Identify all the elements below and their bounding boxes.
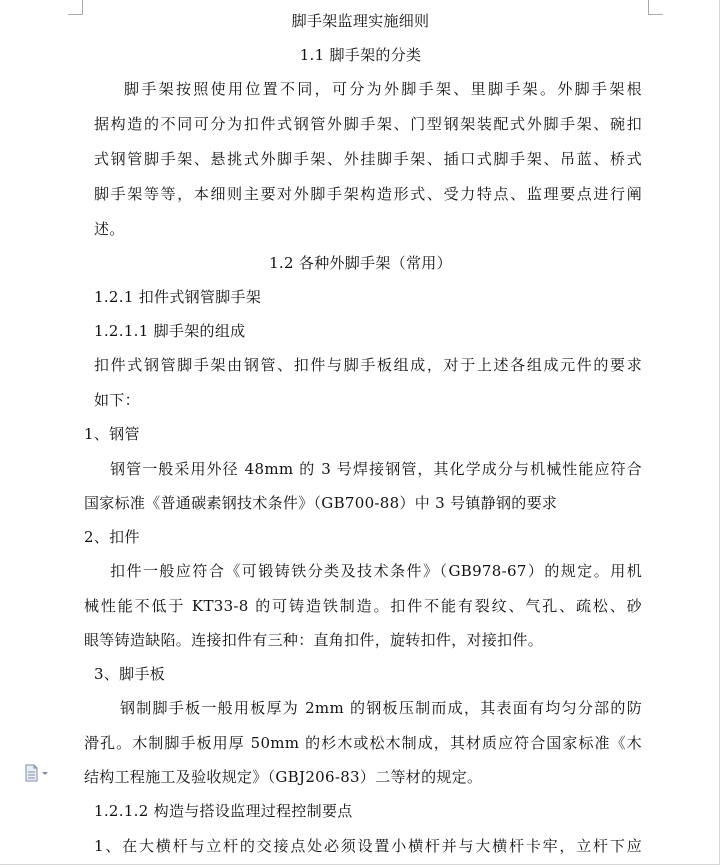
- heading-1-2-1-1: 1.2.1.1 脚手架的组成: [94, 322, 246, 340]
- document-title: 脚手架监理实施细则: [291, 12, 430, 30]
- paragraph-line: 国家标准《普通碳素钢技术条件》（GB700-88）中 3 号镇静钢的要求: [84, 494, 558, 512]
- list-item-title: 2、扣件: [84, 528, 140, 546]
- paragraph-line: 脚手架等等，本细则主要对外脚手架构造形式、受力特点、监理要点进行阐: [94, 185, 642, 203]
- paragraph-line: 滑孔。木制脚手板用厚 50mm 的杉木或松木制成，其材质应符合国家标准《木: [84, 734, 642, 752]
- paragraph-line: 脚手架按照使用位置不同，可分为外脚手架、里脚手架。外脚手架根: [124, 80, 642, 98]
- paragraph-line: 述。: [94, 220, 125, 238]
- paragraph-line: 扣件式钢管脚手架由钢管、扣件与脚手板组成，对于上述各组成元件的要求: [94, 356, 642, 374]
- heading-1-1: 1.1 脚手架的分类: [299, 46, 422, 64]
- paragraph-line: 据构造的不同可分为扣件式钢管外脚手架、门型钢架装配式外脚手架、碗扣: [94, 115, 642, 133]
- list-item-title: 1、钢管: [84, 425, 140, 443]
- paragraph-line: 钢管一般采用外径 48mm 的 3 号焊接钢管，其化学成分与机械性能应符合: [110, 460, 642, 478]
- heading-1-2-1-2: 1.2.1.2 构造与搭设监理过程控制要点: [94, 802, 353, 820]
- paragraph-line: 钢制脚手板一般用板厚为 2mm 的钢板压制而成，其表面有均匀分部的防: [120, 699, 642, 717]
- list-item-title: 3、脚手板: [94, 665, 166, 683]
- paragraph-line: 式钢管脚手架、悬挑式外脚手架、外挂脚手架、插口式脚手架、吊蓝、桥式: [94, 150, 642, 168]
- heading-1-2-1: 1.2.1 扣件式钢管脚手架: [94, 288, 262, 306]
- paragraph-line: 眼等铸造缺陷。连接扣件有三种：直角扣件，旋转扣件，对接扣件。: [84, 631, 544, 649]
- heading-1-2: 1.2 各种外脚手架（常用）: [269, 254, 452, 272]
- paragraph-line: 1、在大横杆与立杆的交接点处必须设置小横杆并与大横杆卡牢，立杆下应: [94, 837, 642, 855]
- paragraph-line: 扣件一般应符合《可锻铸铁分类及技术条件》（GB978-67）的规定。用机: [110, 562, 642, 580]
- paragraph-line: 如下：: [94, 391, 140, 409]
- document-options-icon[interactable]: [24, 764, 54, 782]
- paragraph-line: 结构工程施工及验收规定》（GBJ206-83）二等材的规定。: [84, 768, 483, 786]
- paragraph-line: 械性能不低于 KT33-8 的可铸造铁制造。扣件不能有裂纹、气孔、疏松、砂: [84, 597, 642, 615]
